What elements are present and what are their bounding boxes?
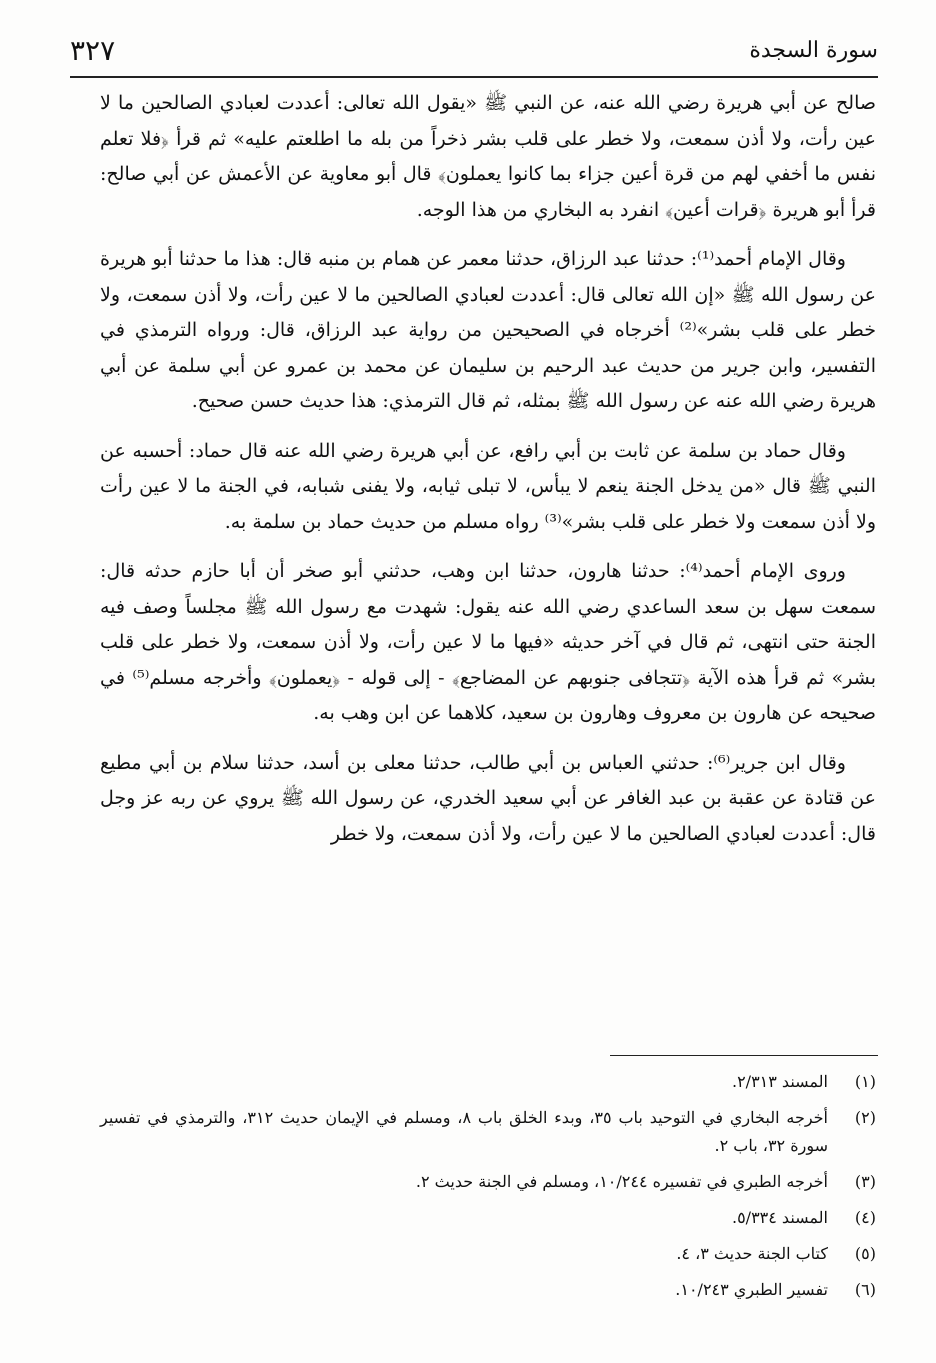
paragraph: وقال الإمام أحمد⁽¹⁾: حدثنا عبد الرزاق، حدثنا معمر عن همام بن منبه قال: هذا ما حدثنا أبو هريرة عن رسول الله ﷺ «إن الله تعالى قال: أعددت لعبادي الصالحين ما لا عين رأت، ولا أذن سمعت، ولا خطر على قلب بشر»⁽²⁾ أخرجاه في الصحيحين من رواية عبد الرزاق، قال: ورواه الترمذي في التفسير، وابن جرير من حديث عبد الرحيم بن سليمان عن محمد بن عمرو عن أبي سلمة عن أبي هريرة رضي الله عنه عن رسول الله ﷺ بمثله، ثم قال الترمذي: هذا حديث حسن صحيح. — [100, 248, 876, 412]
footnote — [100, 1104, 876, 1160]
footnote-text: تفسير الطبري ١٠/٢٤٣. — [675, 1280, 828, 1299]
footnote-text: أخرجه البخاري في التوحيد باب ٣٥، وبدء الخلق باب ٨، ومسلم في الإيمان حديث ٣١٢، والترمذي في تفسير سورة ٣٢، باب ٢. — [100, 1108, 828, 1155]
footnote — [100, 1204, 876, 1232]
footnote — [100, 1068, 876, 1096]
footnote-number: (٢) — [854, 1108, 876, 1127]
footnotes — [100, 1068, 876, 1312]
page-number: ٣٢٧ — [70, 34, 116, 67]
footnote-number: (١) — [854, 1072, 876, 1091]
footnote-text: المسند ٥/٣٣٤. — [731, 1208, 828, 1227]
footnote-number: (٤) — [854, 1208, 876, 1227]
footnote-divider — [610, 1055, 878, 1056]
footnote-text: المسند ٢/٣١٣. — [731, 1072, 828, 1091]
footnote-text: أخرجه الطبري في تفسيره ١٠/٢٤٤، ومسلم في الجنة حديث ٢. — [415, 1172, 828, 1191]
paragraph: وروى الإمام أحمد⁽⁴⁾: حدثنا هارون، حدثنا ابن وهب، حدثني أبو صخر أن أبا حازم حدثه قال: سمعت سهل بن سعد الساعدي رضي الله عنه يقول: شهدت مع رسول الله ﷺ مجلساً وصف فيه الجنة حتى انتهى، ثم قال في آخر حديثه «فيها ما لا عين رأت، ولا أذن سمعت، ولا خطر على قلب بشر» ثم قرأ هذه الآية ﴿تتجافى جنوبهم عن المضاجع﴾ - إلى قوله - ﴿يعملون﴾ وأخرجه مسلم⁽⁵⁾ في صحيحه عن هارون بن معروف وهارون بن سعيد، كلاهما عن ابن وهب به. — [100, 560, 877, 724]
footnote-number: (٥) — [854, 1244, 876, 1263]
footnote-number: (٣) — [854, 1172, 876, 1191]
footnote-text: كتاب الجنة حديث ٣، ٤. — [676, 1244, 828, 1263]
footnote — [100, 1168, 876, 1196]
paragraph: صالح عن أبي هريرة رضي الله عنه، عن النبي ﷺ «يقول الله تعالى: أعددت لعبادي الصالحين ما لا عين رأت، ولا أذن سمعت، ولا خطر على قلب بشر ذخراً من بله ما اطلعتم عليه» ثم قرأ ﴿فلا تعلم نفس ما أخفي لهم من قرة أعين جزاء بما كانوا يعملون﴾ قال أبو معاوية عن الأعمش عن أبي صالح: قرأ أبو هريرة ﴿قرات أعين﴾ انفرد به البخاري من هذا الوجه. — [100, 92, 876, 221]
footnote — [100, 1276, 876, 1304]
running-title: سورة السجدة — [749, 38, 878, 63]
footnote-number: (٦) — [854, 1280, 876, 1299]
paragraph: وقال حماد بن سلمة عن ثابت بن أبي رافع، عن أبي هريرة رضي الله عنه قال حماد: أحسبه عن النبي ﷺ قال «من يدخل الجنة ينعم لا يبأس، لا تبلى ثيابه، ولا يفنى شبابه، في الجنة ما لا عين رأت ولا أذن سمعت ولا خطر على قلب بشر»⁽³⁾ رواه مسلم من حديث حماد بن سلمة به. — [100, 439, 876, 533]
page-header — [70, 30, 878, 78]
main-text — [100, 86, 876, 866]
footnote — [100, 1240, 876, 1268]
paragraph: وقال ابن جرير⁽⁶⁾: حدثني العباس بن أبي طالب، حدثنا معلى بن أسد، حدثنا سلام بن أبي مطيع عن قتادة عن عقبة بن عبد الغافر عن أبي سعيد الخدري، عن رسول الله ﷺ يروي عن ربه عز وجل قال: أعددت لعبادي الصالحين ما لا عين رأت، ولا أذن سمعت، ولا خطر — [100, 751, 876, 845]
